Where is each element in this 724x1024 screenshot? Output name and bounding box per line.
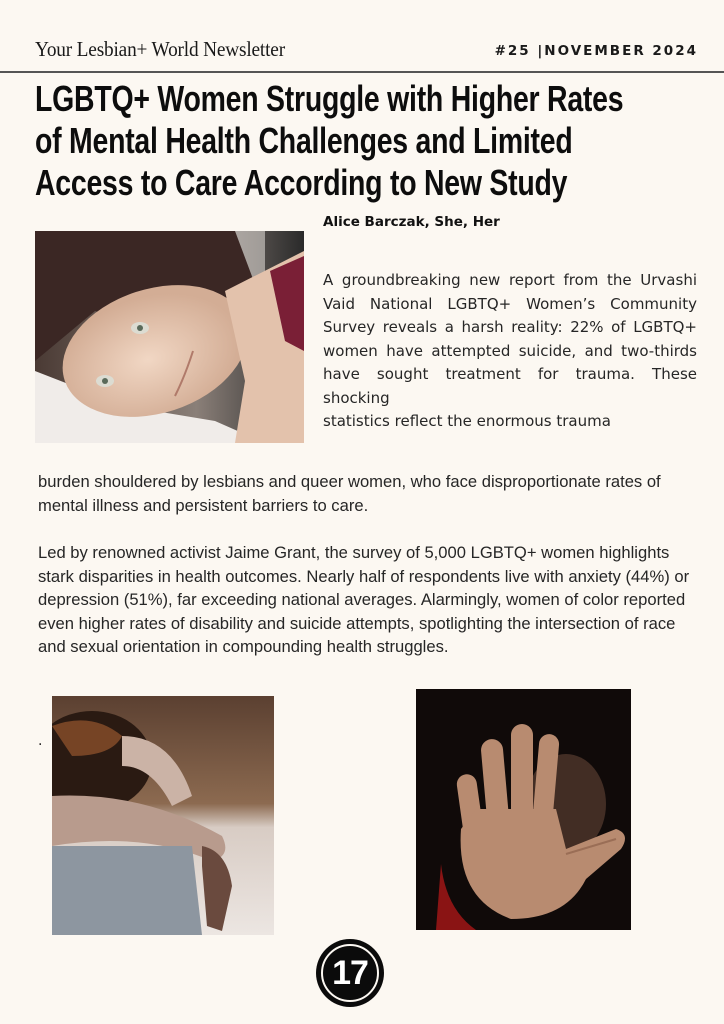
photo-raised-hand	[416, 689, 631, 930]
newsletter-title: Your Lesbian+ World Newsletter	[35, 37, 285, 61]
intro-text: A groundbreaking new report from the Urvashi Vaid National LGBTQ+ Women’s Community Survey reveals a harsh reality: 22% of LGBTQ+ women have attempted suicide, and two-thirds have sought treatment for trauma. These shocking	[323, 271, 697, 407]
person-hugging-knees-image-icon	[52, 696, 274, 935]
headline-line: LGBTQ+ Women Struggle with Higher Rates	[35, 78, 624, 119]
intro-last-line: statistics reflect the enormous trauma	[323, 412, 611, 430]
woman-on-pillow-image-icon	[35, 231, 304, 443]
page-number: 17	[332, 953, 368, 992]
photo-person-hugging-knees	[52, 696, 274, 935]
raised-hand-image-icon	[416, 689, 631, 930]
body-paragraph-1: burden shouldered by lesbians and queer women, who face disproportionate rates of mental illness and persistent barriers to care.	[38, 472, 661, 515]
page-number-badge	[316, 939, 384, 1007]
stray-period: .	[38, 733, 43, 749]
issue-date: #25 |NOVEMBER 2024	[494, 43, 698, 59]
header-divider	[0, 71, 724, 73]
headline-line: of Mental Health Challenges and Limited	[35, 120, 573, 161]
headline-line: Access to Care According to New Study	[35, 162, 568, 203]
photo-woman-on-pillow	[35, 231, 304, 443]
intro-paragraph	[323, 269, 697, 434]
body-paragraph-2: Led by renowned activist Jaime Grant, the survey of 5,000 LGBTQ+ women highlights stark disparities in health outcomes. Nearly half of respondents live with anxiety (44%) or depression (51%), far exceeding national averages. Alarmingly, women of color reported even higher rates of disability and suicide attempts, spotlighting the intersection of race and sexual orientation in compounding health struggles.	[38, 543, 690, 657]
author-byline: Alice Barczak, She, Her	[323, 214, 500, 230]
article-headline	[35, 78, 624, 204]
